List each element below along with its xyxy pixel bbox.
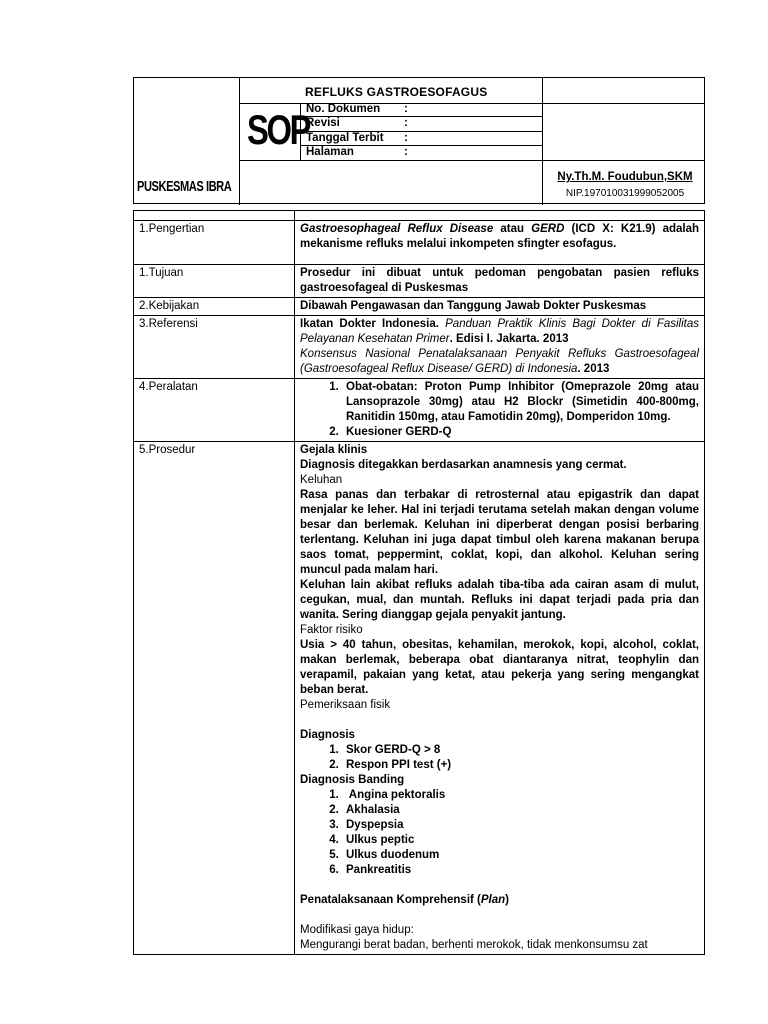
diagnosis-list — [300, 743, 699, 773]
row-referensi — [134, 316, 705, 379]
diagnosis-text: Diagnosis ditegakkan berdasarkan anamnesis yang cermat. — [300, 459, 627, 471]
pemeriksaan-heading: Pemeriksaan fisik — [300, 699, 391, 711]
meta-no-dokumen: No. Dokumen : — [306, 103, 408, 115]
faktor-text: Usia > 40 tahun, obesitas, kehamilan, merokok, kopi, alcohol, coklat, makan berlemak, beberapa obat diantaranya nitrat, teophylin dan verapamil, pakaian yang ketat, atau pekerja yang sering mengangkat beban berat. — [300, 639, 699, 696]
signer-nip: NIP.197010031999052005 — [565, 188, 685, 199]
list-item: 6. Pankreatitis — [342, 863, 699, 878]
meta-tanggal-terbit: Tanggal Terbit : — [306, 132, 408, 144]
list-item: 2. Akhalasia — [342, 803, 699, 818]
row-label: 5.Prosedur — [134, 442, 295, 955]
row-tujuan — [134, 265, 705, 298]
row-label: 4.Peralatan — [134, 379, 295, 442]
list-item: 5. Ulkus duodenum — [342, 848, 699, 863]
faktor-heading: Faktor risiko — [300, 624, 363, 636]
kebijakan-text: Dibawah Pengawasan dan Tanggung Jawab Dokter Puskesmas — [295, 298, 705, 316]
list-item: 1. Angina pektoralis — [342, 788, 699, 803]
sop-table — [133, 210, 705, 955]
tujuan-text: Prosedur ini dibuat untuk pedoman pengobatan pasien refluks gastroesofageal di Puskesmas — [295, 265, 705, 298]
keluhan-paragraph: Keluhan lain akibat refluks adalah tiba-tiba ada cairan asam di mulut, cegukan, mual, dan muntah. Refluks ini dapat terjadi pada pria dan wanita. Sering dianggap gejala penyakit jantung. — [300, 579, 699, 621]
sop-logo: SOP — [247, 106, 310, 153]
list-item: 3. Dyspepsia — [342, 818, 699, 833]
document-title: REFLUKS GASTROESOFAGUS — [305, 85, 488, 99]
row-label: 1.Pengertian — [134, 221, 295, 265]
gejala-heading: Gejala klinis — [300, 444, 368, 456]
row-label: 1.Tujuan — [134, 265, 295, 298]
list-item: 1. Skor GERD-Q > 8 — [342, 743, 699, 758]
banding-list — [300, 788, 699, 878]
meta-halaman: Halaman : — [306, 146, 408, 158]
list-item: 2. Kuesioner GERD-Q — [342, 425, 699, 440]
row-prosedur — [134, 442, 705, 955]
keluhan-paragraph: Rasa panas dan terbakar di retrosternal atau epigastrik dan dapat menjalar ke leher. Hal ini terjadi terutama setelah makan dengan volume besar dan berlemak. Keluhan ini diperberat dengan posisi berbaring terlentang. Keluhan ini juga dapat timbul oleh karena makanan berupa saos tomat, peppermint, coklat, kopi, dan alkohol. Keluhan sering muncul pada malam hari. — [300, 489, 699, 576]
prosedur-content — [295, 442, 705, 955]
row-pengertian — [134, 221, 705, 265]
modifikasi-text: Mengurangi berat badan, berhenti merokok, tidak menkonsumsu zat — [300, 939, 648, 951]
divider — [542, 78, 543, 205]
keluhan-heading: Keluhan — [300, 474, 343, 486]
pengertian-text: Gastroesophageal Reflux Disease atau GERD (ICD X: K21.9) adalah mekanisme refluks melalui inkompeten sfingter esofagus. — [295, 221, 705, 265]
divider — [239, 160, 705, 161]
referensi-text: Ikatan Dokter Indonesia. Panduan Praktik Klinis Bagi Dokter di Fasilitas Pelayanan Kesehatan Primer. Edisi I. Jakarta. 2013 Konsensus Nasional Penatalaksanaan Penyakit Refluks Gastroesofageal (Gastroesofageal Reflux Disease/ GERD) di Indonesia. 2013 — [295, 316, 705, 379]
diagnosis-heading: Diagnosis — [300, 729, 355, 741]
meta-revisi: Revisi : — [306, 117, 408, 129]
row-label: 3.Referensi — [134, 316, 295, 379]
modifikasi-heading: Modifikasi gaya hidup: — [300, 924, 414, 936]
row-label: 2.Kebijakan — [134, 298, 295, 316]
divider — [239, 78, 240, 205]
signer-block — [545, 171, 705, 199]
list-item: 1. Obat-obatan: Proton Pump Inhibitor (Omeprazole 20mg atau Lansoprazole 30mg) atau H2 Blockr (Simetidin 400-800mg, Ranitidin 150mg, atau Famotidin 20mg), Domperidon 10mg. — [342, 380, 699, 425]
institution-name: PUSKESMAS IBRA — [137, 178, 232, 195]
row-kebijakan — [134, 298, 705, 316]
document-header — [133, 77, 705, 204]
banding-heading: Diagnosis Banding — [300, 774, 405, 786]
peralatan-list — [295, 379, 705, 442]
table-row — [134, 211, 705, 221]
signer-name: Ny.Th.M. Foudubun,SKM — [557, 171, 693, 183]
list-item: 2. Respon PPI test (+) — [342, 758, 699, 773]
row-peralatan — [134, 379, 705, 442]
list-item: 4. Ulkus peptic — [342, 833, 699, 848]
penatalaksanaan-heading: Penatalaksanaan Komprehensif (Plan) — [300, 894, 510, 906]
